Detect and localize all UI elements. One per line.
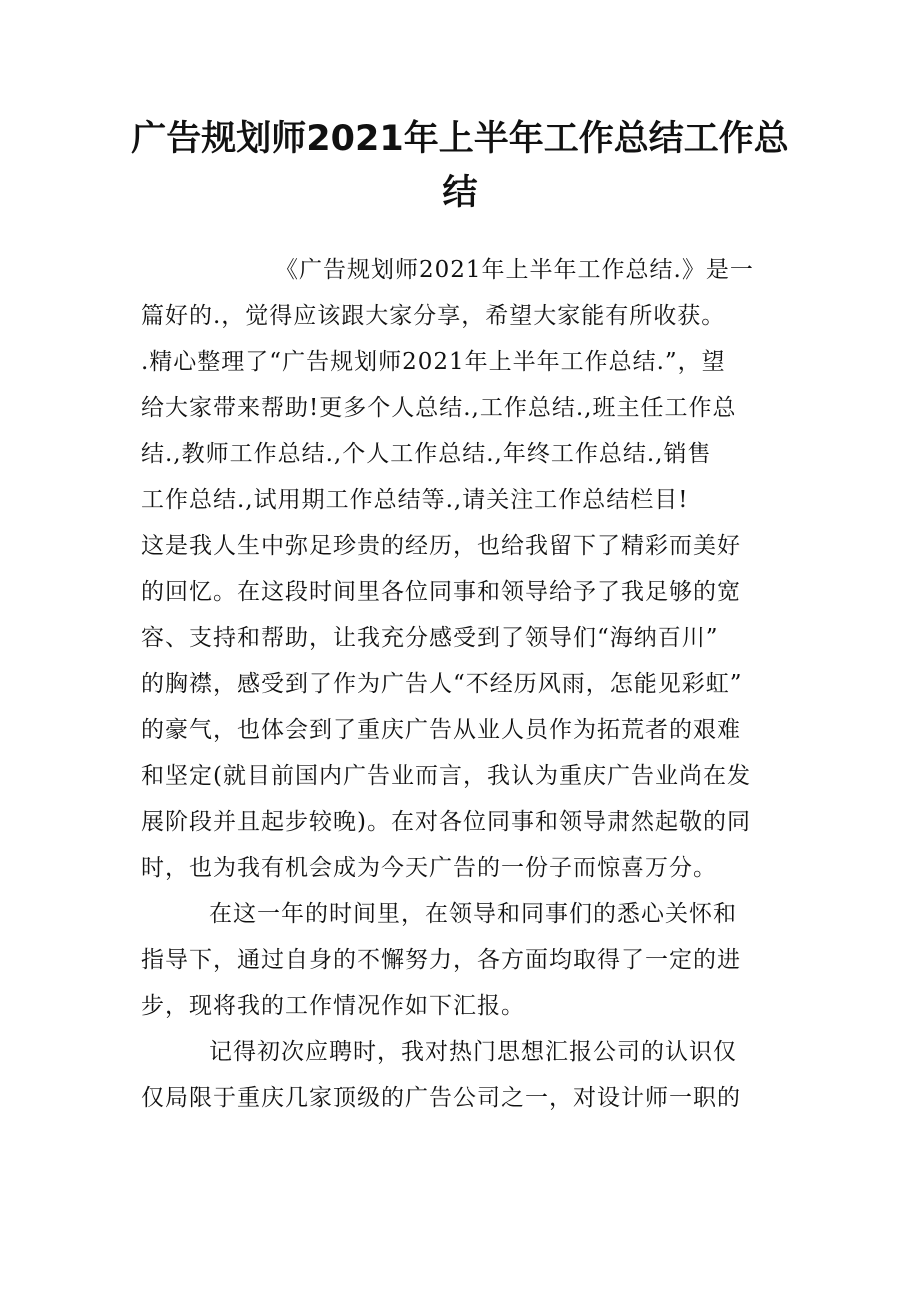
paragraph-1-line: 容、支持和帮助，让我充分感受到了领导们“海纳百川”: [141, 625, 719, 651]
title-line-1: 广告规划师2021年上半年工作总结工作总: [131, 119, 789, 159]
title-line-2: 结: [442, 173, 478, 213]
paragraph-1-line: 的豪气，也体会到了重庆广告从业人员作为拓荒者的艰难: [141, 717, 741, 743]
paragraph-1-line: 这是我人生中弥足珍贵的经历，也给我留下了精彩而美好: [141, 533, 741, 559]
notice-line: 结.,教师工作总结.,个人工作总结.,年终工作总结.,销售: [141, 441, 712, 467]
notice-line: .精心整理了“广告规划师2021年上半年工作总结.”，望: [141, 349, 726, 375]
document-body: [141, 247, 781, 1121]
notice-line: 给大家带来帮助!更多个人总结.,工作总结.,班主任工作总: [141, 395, 737, 421]
intro-line: 《广告规划师2021年上半年工作总结.》是一: [275, 257, 754, 283]
paragraph-1-line: 的胸襟，感受到了作为广告人“不经历风雨，怎能见彩虹”: [141, 671, 743, 697]
paragraph-3-line: 仅局限于重庆几家顶级的广告公司之一，对设计师一职的: [141, 1085, 741, 1111]
document-title: [130, 112, 790, 220]
paragraph-2-line: 步，现将我的工作情况作如下汇报。: [141, 993, 525, 1019]
paragraph-1-line: 和坚定(就目前国内广告业而言，我认为重庆广告业尚在发: [141, 763, 751, 789]
paragraph-3-line: 记得初次应聘时，我对热门思想汇报公司的认识仅: [209, 1039, 737, 1065]
paragraph-1-line: 的回忆。在这段时间里各位同事和领导给予了我足够的宽: [141, 579, 741, 605]
paragraph-1-line: 展阶段并且起步较晚)。在对各位同事和领导肃然起敬的同: [141, 809, 751, 835]
paragraph-2-line: 指导下，通过自身的不懈努力，各方面均取得了一定的进: [141, 947, 741, 973]
intro-line: 篇好的.，觉得应该跟大家分享，希望大家能有所收获。: [141, 303, 726, 329]
paragraph-1-line: 时，也为我有机会成为今天广告的一份子而惊喜万分。: [141, 855, 717, 881]
paragraph-2-line: 在这一年的时间里，在领导和同事们的悉心关怀和: [209, 901, 737, 927]
notice-line: 工作总结.,试用期工作总结等.,请关注工作总结栏目!: [141, 487, 689, 513]
